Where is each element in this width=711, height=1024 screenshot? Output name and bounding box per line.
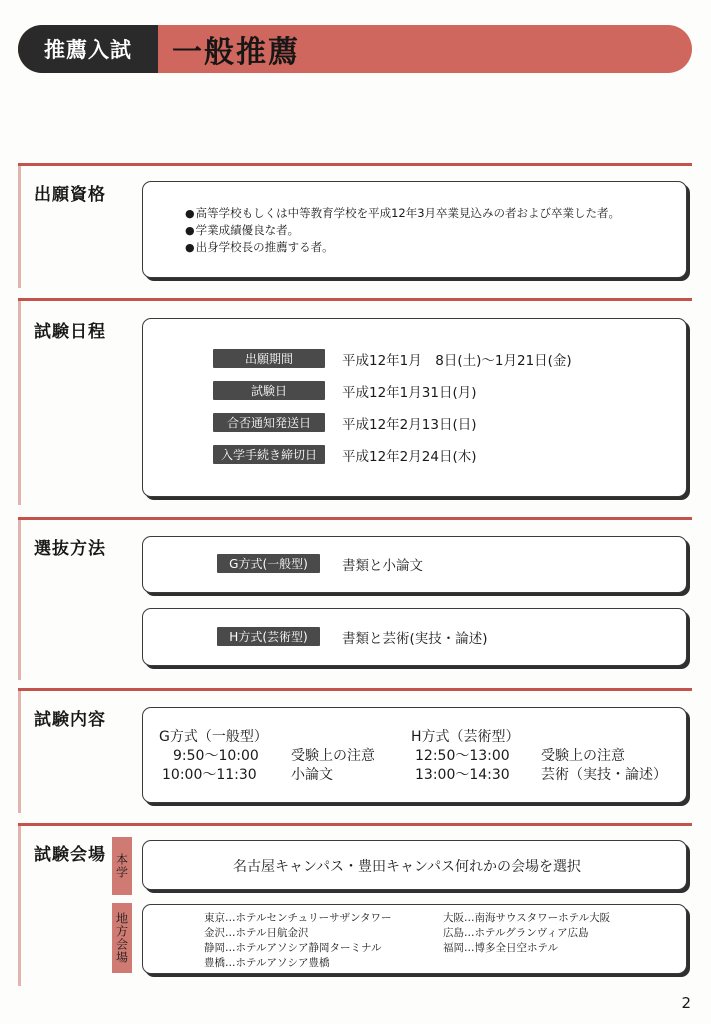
schedule-value: 平成12年1月 8日(土)～1月21日(金) <box>342 353 572 369</box>
schedule-key: 入学手続き締切日 <box>213 445 325 464</box>
list-item: ●出身学校長の推薦する者。 <box>185 240 334 254</box>
selection-box-g <box>142 536 687 593</box>
list-item: ●高等学校もしくは中等教育学校を平成12年3月卒業見込みの者および卒業した者。 <box>185 206 621 220</box>
section-selection <box>18 517 692 680</box>
method-key: G方式(一般型) <box>217 554 320 573</box>
venue-local-tab: 地方会場 <box>112 903 132 973</box>
section-venue <box>18 823 692 986</box>
g-time: 9:50～10:00 <box>173 748 259 764</box>
section-label-venue: 試験会場 <box>34 845 106 865</box>
h-title: H方式（芸術型） <box>411 729 520 745</box>
qualification-list <box>185 205 620 256</box>
venue-main-text: 名古屋キャンパス・豊田キャンパス何れかの会場を選択 <box>233 859 582 875</box>
section-content <box>18 688 692 813</box>
section-label-selection: 選抜方法 <box>34 539 106 559</box>
section-label-schedule: 試験日程 <box>34 322 106 342</box>
g-time: 10:00～11:30 <box>162 767 257 783</box>
section-label-content: 試験内容 <box>34 710 106 730</box>
header-tag: 推薦入試 <box>18 25 158 73</box>
schedule-box <box>142 318 687 497</box>
g-title: G方式（一般型） <box>159 729 268 745</box>
schedule-value: 平成12年2月24日(木) <box>342 449 477 465</box>
schedule-key: 試験日 <box>213 381 325 400</box>
venue-main-box <box>142 840 687 890</box>
h-item: 受験上の注意 <box>541 748 625 764</box>
schedule-value: 平成12年2月13日(日) <box>342 417 477 433</box>
content-box <box>142 707 687 803</box>
h-item: 芸術（実技・論述） <box>541 767 667 783</box>
list-item: ●学業成績優良な者。 <box>185 223 300 237</box>
venue-local-item: 福岡…博多全日空ホテル <box>443 942 558 954</box>
h-time: 13:00～14:30 <box>415 767 510 783</box>
venue-main-tab: 本学 <box>112 837 132 895</box>
page-title: 一般推薦 <box>172 35 300 70</box>
method-value: 書類と芸術(実技・論述) <box>342 631 488 647</box>
section-qualification <box>18 163 692 288</box>
qualification-box <box>142 181 687 278</box>
venue-local-item: 東京…ホテルセンチュリーサザンタワー <box>204 912 392 924</box>
venue-local-item: 広島…ホテルグランヴィア広島 <box>443 927 589 939</box>
section-label-qualification: 出願資格 <box>34 185 106 205</box>
section-schedule <box>18 298 692 505</box>
method-key: H方式(芸術型) <box>217 627 320 646</box>
h-time: 12:50～13:00 <box>415 748 510 764</box>
venue-local-item: 豊橋…ホテルアソシア豊橋 <box>204 957 330 969</box>
schedule-key: 出願期間 <box>213 349 325 368</box>
venue-local-item: 静岡…ホテルアソシア静岡ターミナル <box>204 942 382 954</box>
page-number: 2 <box>681 994 691 1012</box>
schedule-value: 平成12年1月31日(月) <box>342 385 477 401</box>
venue-local-item: 大阪…南海サウスタワーホテル大阪 <box>443 912 611 924</box>
method-value: 書類と小論文 <box>342 558 423 574</box>
schedule-key: 合否通知発送日 <box>213 413 325 432</box>
venue-local-box <box>142 904 687 974</box>
selection-box-h <box>142 608 687 666</box>
g-item: 受験上の注意 <box>291 748 375 764</box>
venue-local-item: 金沢…ホテル日航金沢 <box>204 927 309 939</box>
g-item: 小論文 <box>291 767 333 783</box>
